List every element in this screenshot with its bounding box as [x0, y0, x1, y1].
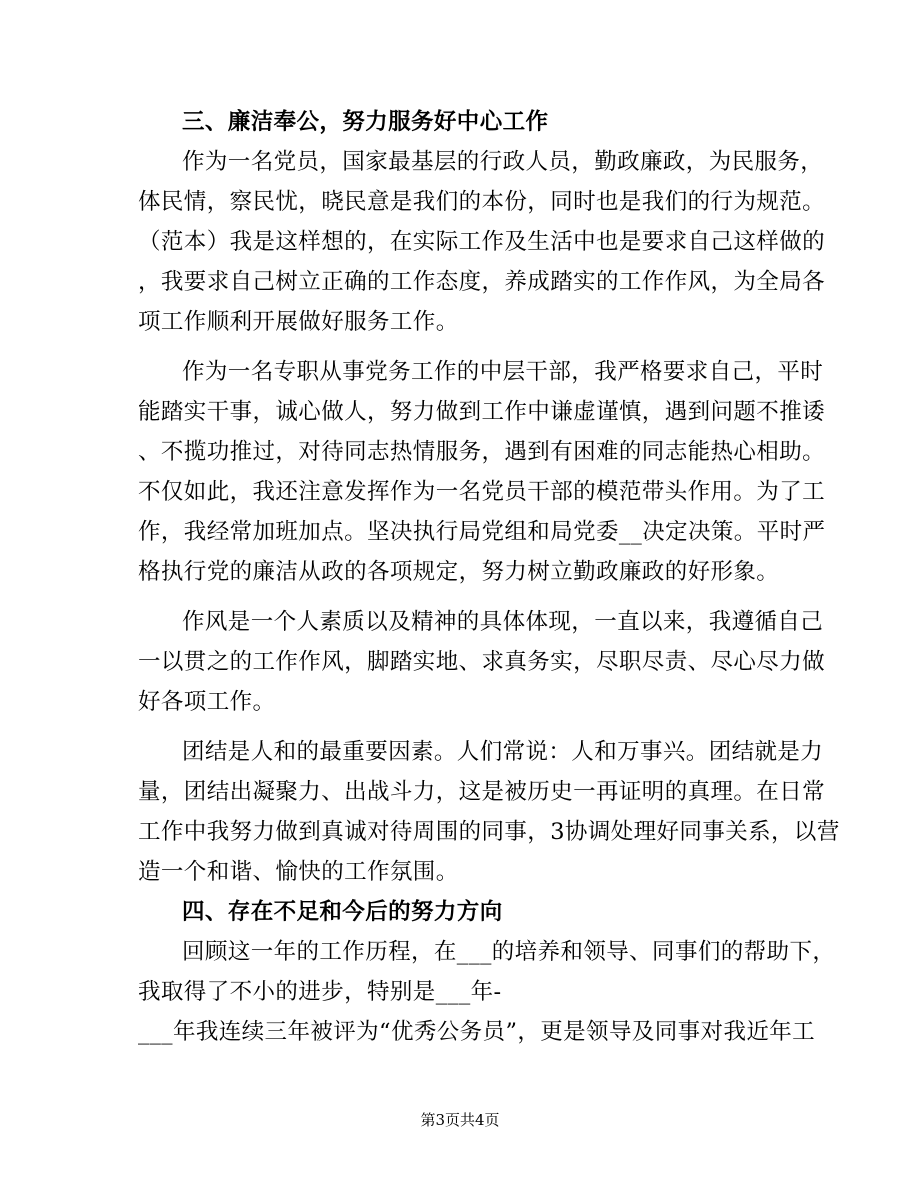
- paragraph-line: 作为一名专职从事党务工作的中层干部，我严格要求自己，平时: [182, 359, 824, 385]
- paragraph-line: （范本）我是这样想的，在实际工作及生活中也是要求自己这样做的: [138, 229, 826, 255]
- paragraph-line: ，我要求自己树立正确的工作态度，养成踏实的工作作风，为全局各: [138, 269, 826, 295]
- paragraph-line: 能踏实干事，诚心做人，努力做到工作中谦虚谨慎，遇到问题不推诿: [138, 399, 826, 425]
- paragraph-line: 好各项工作。: [138, 689, 276, 715]
- paragraph-line: 我取得了不小的进步，特别是___年-: [138, 979, 502, 1005]
- paragraph-line: 工作中我努力做到真诚对待周围的同事，3协调处理好同事关系，以营: [138, 819, 840, 845]
- paragraph-line: 格执行党的廉洁从政的各项规定，努力树立勤政廉政的好形象。: [138, 559, 780, 585]
- page-number: 第3页共4页: [420, 1111, 500, 1129]
- paragraph-line: 项工作顺利开展做好服务工作。: [138, 309, 459, 335]
- section-3-heading: 三、廉洁奉公，努力服务好中心工作: [182, 109, 549, 135]
- paragraph-line: 、不揽功推过，对待同志热情服务，遇到有困难的同志能热心相助。: [138, 439, 826, 465]
- paragraph-line: 团结是人和的最重要因素。人们常说：人和万事兴。团结就是力: [182, 739, 824, 765]
- paragraph-line: 回顾这一年的工作历程，在___的培养和领导、同事们的帮助下，: [182, 939, 836, 965]
- paragraph-line: 造一个和谐、愉快的工作氛围。: [138, 859, 459, 885]
- paragraph-line: 不仅如此，我还注意发挥作为一名党员干部的模范带头作用。为了工: [138, 479, 826, 505]
- paragraph-line: 作，我经常加班加点。坚决执行局党组和局党委__决定决策。平时严: [138, 519, 826, 545]
- paragraph-line: 作风是一个人素质以及精神的具体体现，一直以来，我遵循自己: [182, 609, 824, 635]
- paragraph-line: 量，团结出凝聚力、出战斗力，这是被历史一再证明的真理。在日常: [138, 779, 826, 805]
- section-4-heading: 四、存在不足和今后的努力方向: [182, 899, 503, 925]
- paragraph-line: ___年我连续三年被评为“优秀公务员”，更是领导及同事对我近年工: [138, 1019, 816, 1045]
- paragraph-line: 作为一名党员，国家最基层的行政人员，勤政廉政，为民服务，: [182, 149, 824, 175]
- paragraph-line: 一以贯之的工作作风，脚踏实地、求真务实，尽职尽责、尽心尽力做: [138, 649, 826, 675]
- paragraph-line: 体民情，察民忧，晓民意是我们的本份，同时也是我们的行为规范。: [138, 189, 826, 215]
